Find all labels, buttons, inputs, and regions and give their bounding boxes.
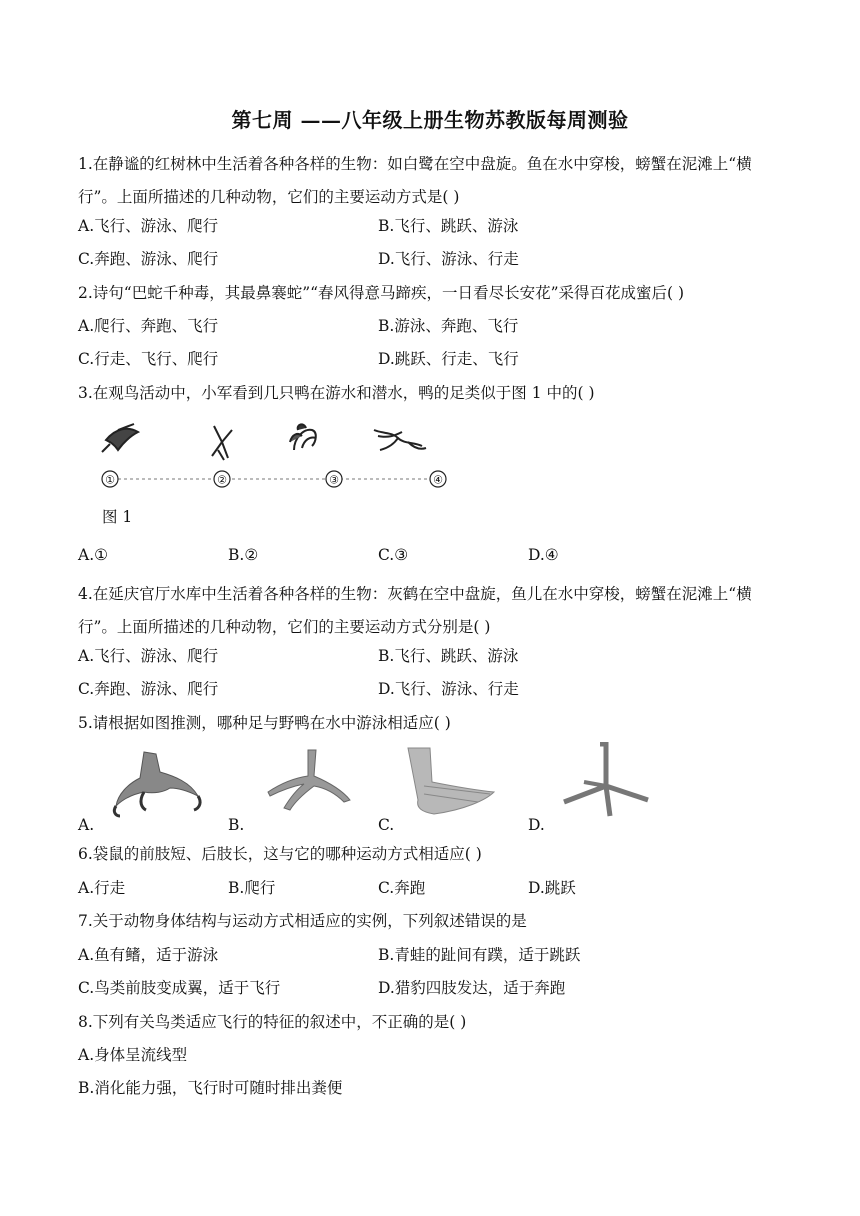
q8-option-a: A.身体呈流线型 <box>78 1046 188 1064</box>
q2-option-b: B.游泳、奔跑、飞行 <box>378 317 519 335</box>
figure-label-4: ④ <box>433 473 443 487</box>
q4-option-b: B.飞行、跳跃、游泳 <box>378 647 519 665</box>
q5-option-b: B. <box>228 816 245 834</box>
q7-option-a: A.鱼有鳍，适于游泳 <box>78 946 219 964</box>
figure-label-2: ② <box>217 473 227 487</box>
figure-label-3: ③ <box>329 473 339 487</box>
question-6: 6.袋鼠的前肢短、后肢长，这与它的哪种运动方式相适应( ) <box>78 845 482 863</box>
foot-2-image <box>212 426 232 460</box>
q3-option-d: D.④ <box>528 546 559 564</box>
figure-1-bird-feet <box>98 420 468 490</box>
q5-option-a: A. <box>78 816 95 834</box>
q6-option-a: A.行走 <box>78 879 126 897</box>
foot-b-image <box>246 742 366 822</box>
question-7: 7.关于动物身体结构与运动方式相适应的实例，下列叙述错误的是 <box>78 912 527 930</box>
q7-option-c: C.鸟类前肢变成翼，适于飞行 <box>78 979 281 997</box>
question-5: 5.请根据如图推测，哪种足与野鸭在水中游泳相适应( ) <box>78 714 451 732</box>
figure-label-1: ① <box>105 473 115 487</box>
q3-option-c: C.③ <box>378 546 409 564</box>
question-8: 8.下列有关鸟类适应飞行的特征的叙述中，不正确的是( ) <box>78 1013 467 1031</box>
q1-option-a: A.飞行、游泳、爬行 <box>78 217 219 235</box>
q2-option-a: A.爬行、奔跑、飞行 <box>78 317 219 335</box>
page-title: 第七周 ——八年级上册生物苏教版每周测验 <box>231 108 629 132</box>
q2-option-d: D.跳跃、行走、飞行 <box>378 350 519 368</box>
q6-option-d: D.跳跃 <box>528 879 576 897</box>
foot-d-image <box>544 742 664 822</box>
q7-option-b: B.青蛙的趾间有蹼，适于跳跃 <box>378 946 581 964</box>
q6-option-c: C.奔跑 <box>378 879 426 897</box>
q1-option-b: B.飞行、跳跃、游泳 <box>378 217 519 235</box>
q4-option-c: C.奔跑、游泳、爬行 <box>78 680 219 698</box>
q8-option-b: B.消化能力强，飞行时可随时排出粪便 <box>78 1079 343 1097</box>
question-3: 3.在观鸟活动中，小军看到几只鸭在游水和潜水，鸭的足类似于图 1 中的( ) <box>78 384 595 402</box>
q6-option-b: B.爬行 <box>228 879 276 897</box>
q4-option-d: D.飞行、游泳、行走 <box>378 680 519 698</box>
q1-option-d: D.飞行、游泳、行走 <box>378 250 519 268</box>
foot-1-image <box>102 424 138 452</box>
question-4: 4.在延庆官厅水库中生活着各种各样的生物：灰鹤在空中盘旋，鱼儿在水中穿梭，螃蟹在泥滩上“横行”。上面所描述的几种动物，它们的主要运动方式分别是( ) <box>78 585 752 636</box>
q1-option-c: C.奔跑、游泳、爬行 <box>78 250 219 268</box>
q3-option-b: B.② <box>228 546 259 564</box>
q3-option-a: A.① <box>78 546 109 564</box>
question-2: 2.诗句“巴蛇千种毒，其最鼻褰蛇”“春风得意马蹄疾，一日看尽长安花”采得百花成蜜后( ) <box>78 284 685 302</box>
foot-c-image <box>394 742 514 822</box>
q5-option-c: C. <box>378 816 395 834</box>
q4-option-a: A.飞行、游泳、爬行 <box>78 647 219 665</box>
foot-a-image <box>94 742 214 822</box>
foot-4-image <box>374 430 426 450</box>
q5-option-d: D. <box>528 816 545 834</box>
q5-foot-options <box>78 742 678 832</box>
q7-option-d: D.猎豹四肢发达，适于奔跑 <box>378 979 566 997</box>
figure-1-caption: 图 1 <box>102 508 133 526</box>
q2-option-c: C.行走、飞行、爬行 <box>78 350 219 368</box>
question-1: 1.在静谧的红树林中生活着各种各样的生物：如白鹭在空中盘旋。鱼在水中穿梭，螃蟹在泥滩上“横行”。上面所描述的几种动物，它们的主要运动方式是( ) <box>78 155 752 206</box>
foot-3-image <box>290 424 316 450</box>
